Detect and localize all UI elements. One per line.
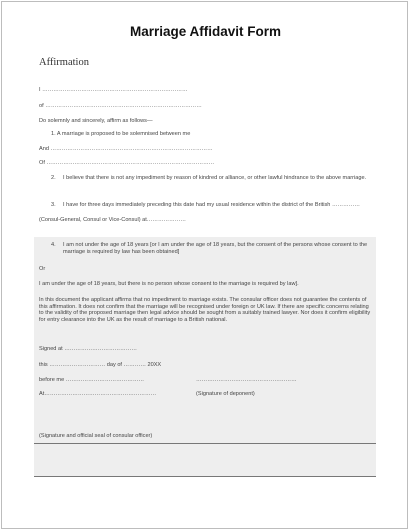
- consul-line[interactable]: (Consul-General, Consul or Vice-Consul) at…………………: [39, 217, 186, 223]
- item-2-number: 2.: [51, 175, 56, 181]
- divider-line-bottom: [34, 476, 376, 477]
- solemnly-statement: Do solemnly and sincerely, affirm as follows—: [39, 118, 153, 124]
- or-label: Or: [39, 266, 46, 272]
- before-me-line-right[interactable]: ………………………………………………: [196, 377, 297, 383]
- date-line[interactable]: this ………………………… day of ………… 20XX: [39, 362, 162, 368]
- item-2-text: I believe that there is not any impediment by reason of kindred or alliance, or other lawful hindrance to the above marriage.: [63, 175, 367, 181]
- signature-consular-label: (Signature and official seal of consular officer): [39, 433, 153, 439]
- form-title: Marriage Affidavit Form: [129, 24, 282, 39]
- item-3-text: I have for three days immediately preceding this date had my usual residence within the district of the British ……………: [63, 202, 360, 208]
- disclaimer-paragraph: In this document the applicant affirms that no impediment to marriage exists. The consular officer does not guarantee the contents of this affirmation. It does not confirm that the marriage will be recognised under foreign or UK law. If there are specific concerns relating to the validity of the proposed marriage then legal advice should be sought from a suitably trained lawyer. Nor does it confirm eligibility for entry clearance into the UK as the result of marriage to a British national.: [39, 297, 371, 323]
- name-line[interactable]: I ……………………………………………………………………: [39, 87, 188, 93]
- item-4-text: I am not under the age of 18 years [or I am under the age of 18 years, but the consent of the persons whose consent to the marriage is required by law has been obtained]: [63, 242, 368, 255]
- under-age-statement: I am under the age of 18 years, but there is no person whose consent to the marriage is required by law].: [39, 281, 299, 287]
- before-me-line[interactable]: before me ……………………………………: [39, 377, 145, 383]
- item-4-number: 4.: [51, 242, 56, 248]
- item-1: 1. A marriage is proposed to be solemnised between me: [51, 131, 191, 137]
- divider-line-top: [34, 443, 376, 444]
- and-line[interactable]: And ……………………………………………………………………………: [39, 146, 213, 152]
- of-line-2[interactable]: Of ………………………………………………………………………………: [39, 160, 215, 166]
- signed-at-line[interactable]: Signed at …………………………………: [39, 346, 137, 352]
- affirmation-heading: Affirmation: [39, 57, 89, 68]
- item-3-number: 3.: [51, 202, 56, 208]
- at-line[interactable]: At……………………………………………………: [39, 391, 157, 397]
- signature-deponent-label: (Signature of deponent): [196, 391, 255, 397]
- of-line[interactable]: of …………………………………………………………………………: [39, 103, 202, 109]
- consular-signature-band: [34, 444, 376, 476]
